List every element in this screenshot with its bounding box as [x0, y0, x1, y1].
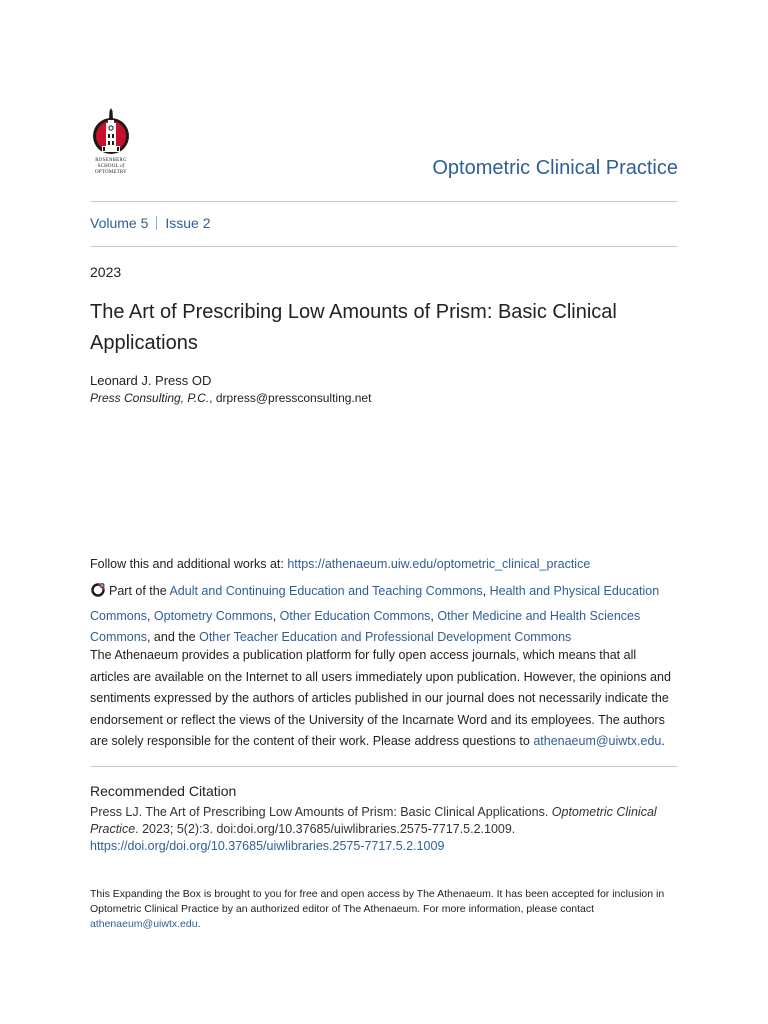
author-name: Leonard J. Press OD [90, 373, 212, 388]
follow-prefix: Follow this and additional works at: [90, 557, 288, 571]
commons-link-other-medicine[interactable]: Other Medicine and Health Sciences Commons [90, 608, 641, 644]
commons-link-health-physical-education[interactable]: Health and Physical Education Commons [90, 584, 660, 623]
footer-notice: This Expanding the Box is brought to you for free and open access by The Athenaeum. It has been accepted for inclusion in Optometric Clinical Practice by an authorized editor of The Athenaeum. For more information, please contact athenaeum@uiwtx.edu. [90, 888, 665, 930]
volume-link[interactable]: Volume 5 [90, 215, 149, 231]
citation-heading: Recommended Citation [90, 783, 237, 799]
logo-line-2: SCHOOL of [97, 164, 125, 169]
divider-second [90, 246, 678, 247]
clock-tower-seal-icon [91, 108, 131, 156]
logo-line-1: ROSENBERG [95, 158, 127, 163]
follow-line [90, 557, 590, 571]
network-commons-icon [90, 582, 106, 606]
commons-link-other-education[interactable]: Other Education Commons [279, 608, 431, 623]
part-of-prefix: Part of the [109, 584, 170, 598]
notice-text: The Athenaeum provides a publication platform for fully open access journals, which means that all articles are available on the Internet to all users immediately upon publication. However, the opinions and sentiments expressed by the authors of articles published in our journal does not necessarily indicate the endorsement or reflect the views of the University of the Incarnate Word and its employees. The authors are solely responsible for the content of their work. Please address questions to [90, 648, 671, 748]
commons-link-optometry[interactable]: Optometry Commons [153, 608, 273, 623]
open-access-notice: The Athenaeum provides a publication platform for fully open access journals, which means that all articles are available on the Internet to all users immediately upon publication. However, the opinions and sentiments expressed by the authors of articles published in our journal does not necessarily indicate the endorsement or reflect the views of the University of the Incarnate Word and its employees. The authors are solely responsible for the content of their work. Please address questions to athenaeum@uiwtx.edu. [90, 648, 671, 748]
school-logo[interactable] [90, 108, 132, 176]
footer-email-link[interactable]: athenaeum@uiwtx.edu [90, 918, 198, 930]
collection-url-link[interactable]: https://athenaeum.uiw.edu/optometric_clinical_practice [287, 557, 591, 571]
volume-issue-separator [156, 216, 157, 230]
logo-line-3: OPTOMETRY [95, 170, 127, 175]
publication-year: 2023 [90, 264, 122, 280]
notice-email-link[interactable]: athenaeum@uiwtx.edu [533, 734, 662, 748]
commons-link-adult-education[interactable]: Adult and Continuing Education and Teaching Commons [169, 584, 483, 598]
part-of-commons: Part of the Adult and Continuing Education and Teaching Commons, Health and Physical Education Commons, Optometry Commons, Other Education Commons, Other Medicine and Health Sciences Commons, and the Other Teacher Education and Professional Development Commons [90, 584, 660, 644]
issue-link[interactable]: Issue 2 [165, 215, 211, 231]
article-title: The Art of Prescribing Low Amounts of Prism: Basic Clinical Applications [90, 301, 617, 354]
logo-caption [90, 158, 132, 176]
footer-text: This Expanding the Box is brought to you for free and open access by The Athenaeum. It has been accepted for inclusion in Optometric Clinical Practice by an authorized editor of The Athenaeum. For more information, please contact [90, 888, 665, 915]
citation-journal: Optometric Clinical Practice [90, 805, 657, 836]
affiliation-org: Press Consulting, P.C. [90, 391, 210, 405]
journal-title-link[interactable]: Optometric Clinical Practice [432, 157, 678, 179]
divider-top [90, 201, 678, 202]
author-email: drpress@pressconsulting.net [215, 391, 372, 405]
commons-link-other-teacher-education[interactable]: Other Teacher Education and Professional Development Commons [199, 630, 572, 644]
volume-issue [90, 215, 211, 231]
divider-citation [90, 766, 678, 767]
citation-text: Press LJ. The Art of Prescribing Low Amounts of Prism: Basic Clinical Applications. Optometric Clinical Practice. 2023; 5(2):3. doi:doi.org/10.37685/uiwlibraries.2575-7717.5.2.1009. https://doi.org/doi.org/10.37685/uiwlibraries.2575-7717.5.2.1009 [90, 805, 657, 853]
author-affiliation: Press Consulting, P.C., drpress@pressconsulting.net [90, 391, 372, 405]
citation-doi-link[interactable]: https://doi.org/doi.org/10.37685/uiwlibraries.2575-7717.5.2.1009 [90, 839, 445, 853]
